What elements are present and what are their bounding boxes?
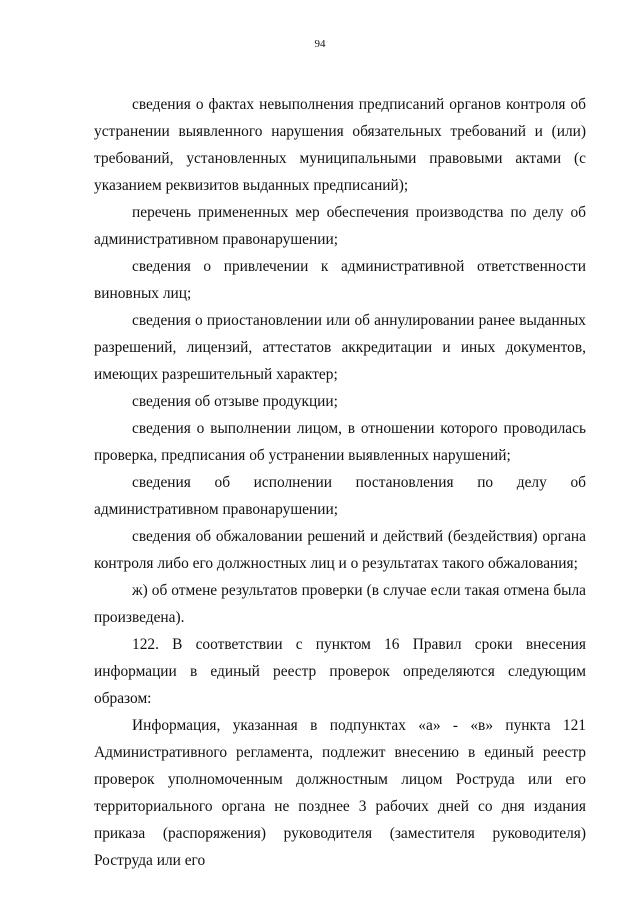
paragraph-deadline-info: Информация, указанная в подпунктах «а» - «в» пункта 121 Административного регламента, подлежит внесению в единый реестр проверок уполномоченным должностным лицом Роструда или его территориального органа не позднее 3 рабочих дней со дня издания приказа (распоряжения) руководителя (заместителя руководителя) Роструда или его (94, 717, 586, 869)
paragraph-appeal-info: сведения об обжаловании решений и действий (бездействия) органа контроля либо его должностных лиц и о результатах такого обжалования; (94, 528, 586, 572)
paragraph-product-recall: сведения об отзыве продукции; (132, 393, 338, 410)
paragraph-section-122: 122. В соответствии с пунктом 16 Правил сроки внесения информации в единый реестр проверок определяются следующим образом: (94, 636, 586, 707)
paragraph-liability-info: сведения о привлечении к административной ответственности виновных лиц; (94, 258, 586, 302)
document-body (94, 91, 586, 874)
paragraph-enforcement-measures: перечень примененных мер обеспечения производства по делу об административном правонарушении; (94, 204, 586, 248)
paragraph-ruling-execution: сведения об исполнении постановления по делу об административном правонарушении; (94, 474, 586, 518)
paragraph-violations-info: сведения о фактах невыполнения предписаний органов контроля об устранении выявленного нарушения обязательных требований и (или) требований, установленных муниципальными правовыми актами (с указанием реквизитов выданных предписаний); (94, 96, 586, 194)
paragraph-order-compliance: сведения о выполнении лицом, в отношении которого проводилась проверка, предписания об устранении выявленных нарушений; (94, 420, 586, 464)
paragraph-suspension-info: сведения о приостановлении или об аннулировании ранее выданных разрешений, лицензий, аттестатов аккредитации и иных документов, имеющих разрешительный характер; (94, 312, 586, 383)
paragraph-cancellation: ж) об отмене результатов проверки (в случае если такая отмена была произведена). (94, 582, 586, 626)
page-number: 94 (314, 38, 326, 50)
